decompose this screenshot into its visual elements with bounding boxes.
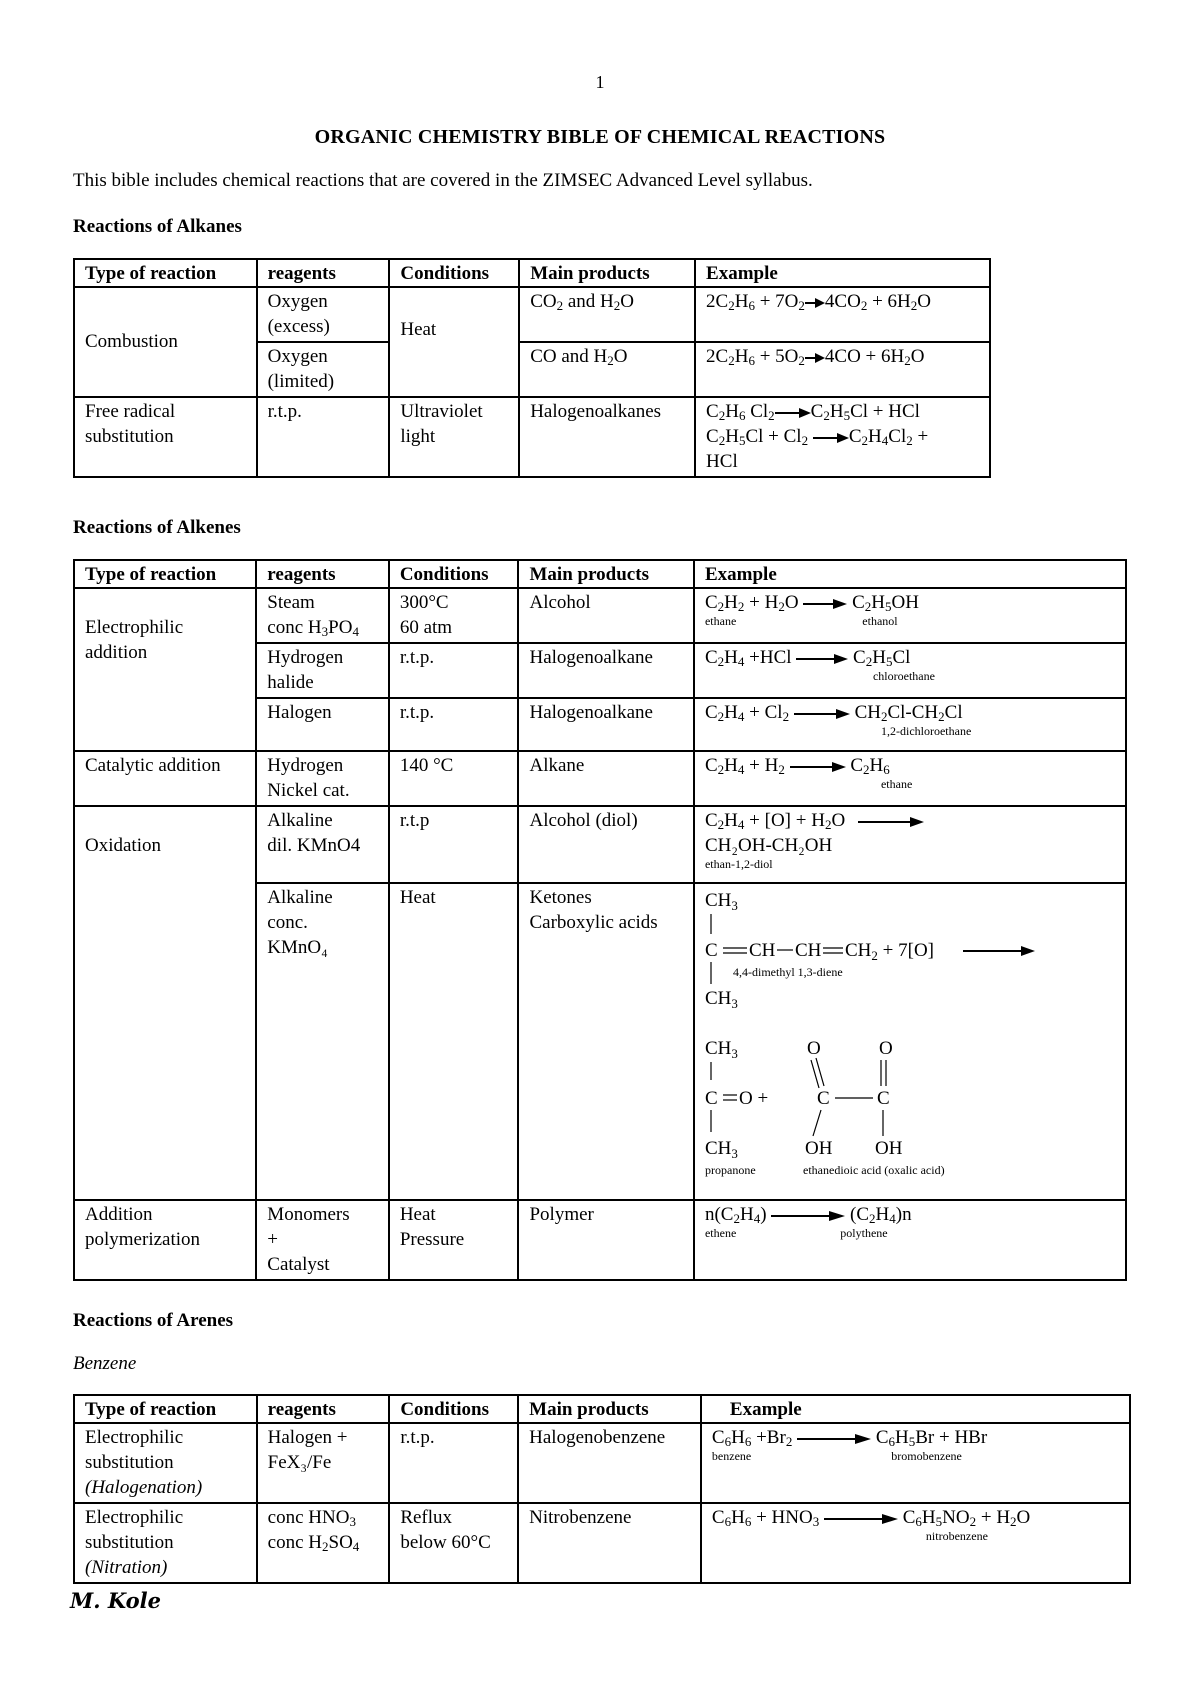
arrow-icon	[813, 432, 849, 444]
table-row	[74, 1423, 1130, 1503]
products-cell: Halogenoalkane	[518, 643, 694, 698]
example-cell: $2C_2H_6 + 7O_2$ $4CO_2 + 6H_2O$	[695, 287, 990, 342]
type-cell: Electrophilic addition	[74, 588, 256, 751]
section-heading-alkanes: Reactions of Alkanes	[73, 216, 242, 237]
svg-text:O: O	[806, 1038, 821, 1059]
products-cell: Halogenoalkane	[518, 698, 694, 751]
header-products: Main products	[518, 560, 694, 588]
example-cell: $n(C_2H_4)$ $(C_2H_4)n$ ethene polythene	[694, 1200, 1126, 1280]
header-reagents: reagents	[257, 259, 390, 287]
example-cell: $C_6H_6 + HNO_3$ $C_6H_5NO_2 + H_2O$ nitrobenzene	[701, 1503, 1130, 1583]
example-cell: $C_2H_2 + H_2O$ $C_2H_5OH$ ethane ethanol	[694, 588, 1126, 643]
header-example: Example	[694, 560, 1126, 588]
table-header-row	[74, 1395, 1130, 1423]
conditions-cell: Reflux below 60°C	[389, 1503, 518, 1583]
section-heading-arenes: Reactions of Arenes	[73, 1310, 234, 1331]
conditions-cell: 140 °C	[389, 751, 519, 806]
svg-text:OH: OH	[804, 1138, 833, 1159]
header-products: Main products	[518, 1395, 701, 1423]
arrow-icon	[790, 761, 846, 773]
page-number: 1	[595, 72, 605, 92]
example-cell: $C_2H_4 + Cl_2$ $CH_2Cl-CH_2Cl$ 1,2-dichloroethane	[694, 698, 1126, 751]
arrow-icon	[775, 407, 811, 419]
arrow-icon	[805, 297, 825, 309]
products-cell: Alcohol (diol)	[518, 806, 694, 883]
type-cell: Oxidation	[74, 806, 256, 1200]
reagents-cell: Halogen	[256, 698, 389, 751]
type-cell: Addition polymerization	[74, 1200, 256, 1280]
arrow-icon	[797, 1433, 871, 1445]
arrow-icon	[824, 1513, 898, 1525]
products-cell: Halogenobenzene	[518, 1423, 701, 1503]
conditions-cell: r.t.p.	[389, 1423, 518, 1503]
header-example: Example	[701, 1395, 1130, 1423]
document-title: ORGANIC CHEMISTRY BIBLE OF CHEMICAL REACTIONS	[314, 126, 886, 148]
propanone-label: propanone	[704, 1163, 756, 1177]
conditions-cell: r.t.p.	[389, 698, 519, 751]
table-row	[74, 588, 1126, 643]
arrow-icon	[771, 1210, 845, 1222]
table-row	[74, 751, 1126, 806]
example-cell: $C_2H_4 + [O] + H_2O$ CH₂OH-CH₂OH ethan-1,2-diol	[694, 806, 1126, 883]
svg-text:C: C	[704, 940, 718, 961]
conditions-cell: Heat	[389, 883, 519, 1200]
header-conditions: Conditions	[389, 259, 519, 287]
alkenes-table	[73, 559, 1127, 1281]
oxalic-label: ethanedioic acid (oxalic acid)	[802, 1163, 945, 1177]
reagents-cell: Hydrogen Nickel cat.	[256, 751, 389, 806]
example-cell: $C_2H_6$ $Cl_2$ $C_2H_5Cl$ + HCl $C_2H_5Cl + Cl_2$ $C_2H_4Cl_2$ + HCl	[695, 397, 990, 477]
reagents-cell: r.t.p.	[257, 397, 390, 477]
example-cell: $2C_2H_6 + 5O_2$ $4CO + 6H_2O$	[695, 342, 990, 397]
conditions-cell: r.t.p	[389, 806, 519, 883]
svg-text:CH3: $CH_3$	[704, 1038, 738, 1061]
arrow-icon	[796, 653, 848, 665]
svg-text:CH2 + 7[O]: $CH_2 + 7[O]$	[844, 940, 934, 963]
conditions-cell: Heat Pressure	[389, 1200, 519, 1280]
svg-text:CH: CH	[794, 940, 822, 961]
author-signature: M. Kole	[70, 1588, 162, 1613]
conditions-cell: r.t.p.	[389, 643, 519, 698]
type-cell: Electrophilic substitution (Nitration)	[74, 1503, 257, 1583]
intro-text: This bible includes chemical reactions that are covered in the ZIMSEC Advanced Level syllabus.	[73, 170, 813, 191]
products-cell: Alkane	[518, 751, 694, 806]
type-cell: Free radical substitution	[74, 397, 257, 477]
svg-text:OH: OH	[874, 1138, 903, 1159]
header-type: Type of reaction	[74, 1395, 257, 1423]
arenes-table	[73, 1394, 1131, 1584]
conditions-cell: Ultraviolet light	[389, 397, 519, 477]
example-cell: $C_2H_4 + H_2$ $C_2H_6$ ethane	[694, 751, 1126, 806]
svg-text:C: C	[876, 1088, 890, 1109]
arrow-icon	[794, 708, 850, 720]
svg-text:C: C	[816, 1088, 830, 1109]
reagents-cell: Halogen + FeX₃/Fe	[257, 1423, 390, 1503]
header-conditions: Conditions	[389, 560, 519, 588]
reagents-cell: Oxygen (excess)	[257, 287, 390, 342]
products-cell: $CO_2$ and $H_2O$	[519, 287, 695, 342]
header-type: Type of reaction	[74, 259, 257, 287]
conditions-cell: Heat	[389, 287, 519, 397]
table-row	[74, 1200, 1126, 1280]
header-type: Type of reaction	[74, 560, 256, 588]
reagents-cell: conc $HNO_3$ conc $H_2SO_4$	[257, 1503, 390, 1583]
products-cell: Halogenoalkanes	[519, 397, 695, 477]
arrow-icon	[850, 816, 926, 828]
svg-text:CH3: $CH_3$	[704, 988, 738, 1011]
reagents-cell: Steam conc $H_3PO_4$	[256, 588, 389, 643]
example-cell: $C_6H_6 +Br_2$ $C_6H_5Br$ + HBr benzene bromobenzene	[701, 1423, 1130, 1503]
type-cell: Catalytic addition	[74, 751, 256, 806]
svg-text:CH3: $CH_3$	[704, 890, 738, 913]
products-cell: Polymer	[518, 1200, 694, 1280]
type-cell: Electrophilic substitution (Halogenation)	[74, 1423, 257, 1503]
table-row	[74, 287, 990, 342]
header-conditions: Conditions	[389, 1395, 518, 1423]
reagents-cell: Alkaline conc. KMnO₄	[256, 883, 389, 1200]
arrow-icon	[1021, 946, 1035, 956]
header-reagents: reagents	[257, 1395, 390, 1423]
alkanes-table	[73, 258, 991, 478]
table-row	[74, 397, 990, 477]
products-cell: CO and $H_2O$	[519, 342, 695, 397]
example-cell: $C_2H_4 +HCl$ $C_2H_5Cl$ chloroethane	[694, 643, 1126, 698]
reagents-cell: Oxygen (limited)	[257, 342, 390, 397]
header-example: Example	[695, 259, 990, 287]
reagents-cell: Alkaline dil. KMnO4	[256, 806, 389, 883]
dimethyl-label: 4,4-dimethyl 1,3-diene	[732, 965, 843, 979]
table-header-row	[74, 259, 990, 287]
reagents-cell: Monomers + Catalyst	[256, 1200, 389, 1280]
section-heading-alkenes: Reactions of Alkenes	[73, 517, 241, 538]
header-products: Main products	[519, 259, 695, 287]
svg-text:C: C	[704, 1088, 718, 1109]
conditions-cell: 300°C 60 atm	[389, 588, 519, 643]
svg-text:O: O	[878, 1038, 893, 1059]
arrow-icon	[805, 352, 825, 364]
table-row	[74, 806, 1126, 883]
example-cell	[694, 883, 1126, 1200]
header-reagents: reagents	[256, 560, 389, 588]
oxidation-structures-diagram	[695, 884, 1125, 1192]
reagents-cell: Hydrogen halide	[256, 643, 389, 698]
products-cell: Ketones Carboxylic acids	[518, 883, 694, 1200]
subheading-benzene: Benzene	[73, 1353, 137, 1374]
products-cell: Alcohol	[518, 588, 694, 643]
table-row	[74, 1503, 1130, 1583]
products-cell: Nitrobenzene	[518, 1503, 701, 1583]
svg-text:CH: CH	[748, 940, 776, 961]
svg-text:O +: O +	[738, 1088, 769, 1109]
table-header-row	[74, 560, 1126, 588]
type-cell: Combustion	[74, 287, 257, 397]
svg-text:CH3: $CH_3$	[704, 1138, 738, 1161]
arrow-icon	[803, 598, 847, 610]
